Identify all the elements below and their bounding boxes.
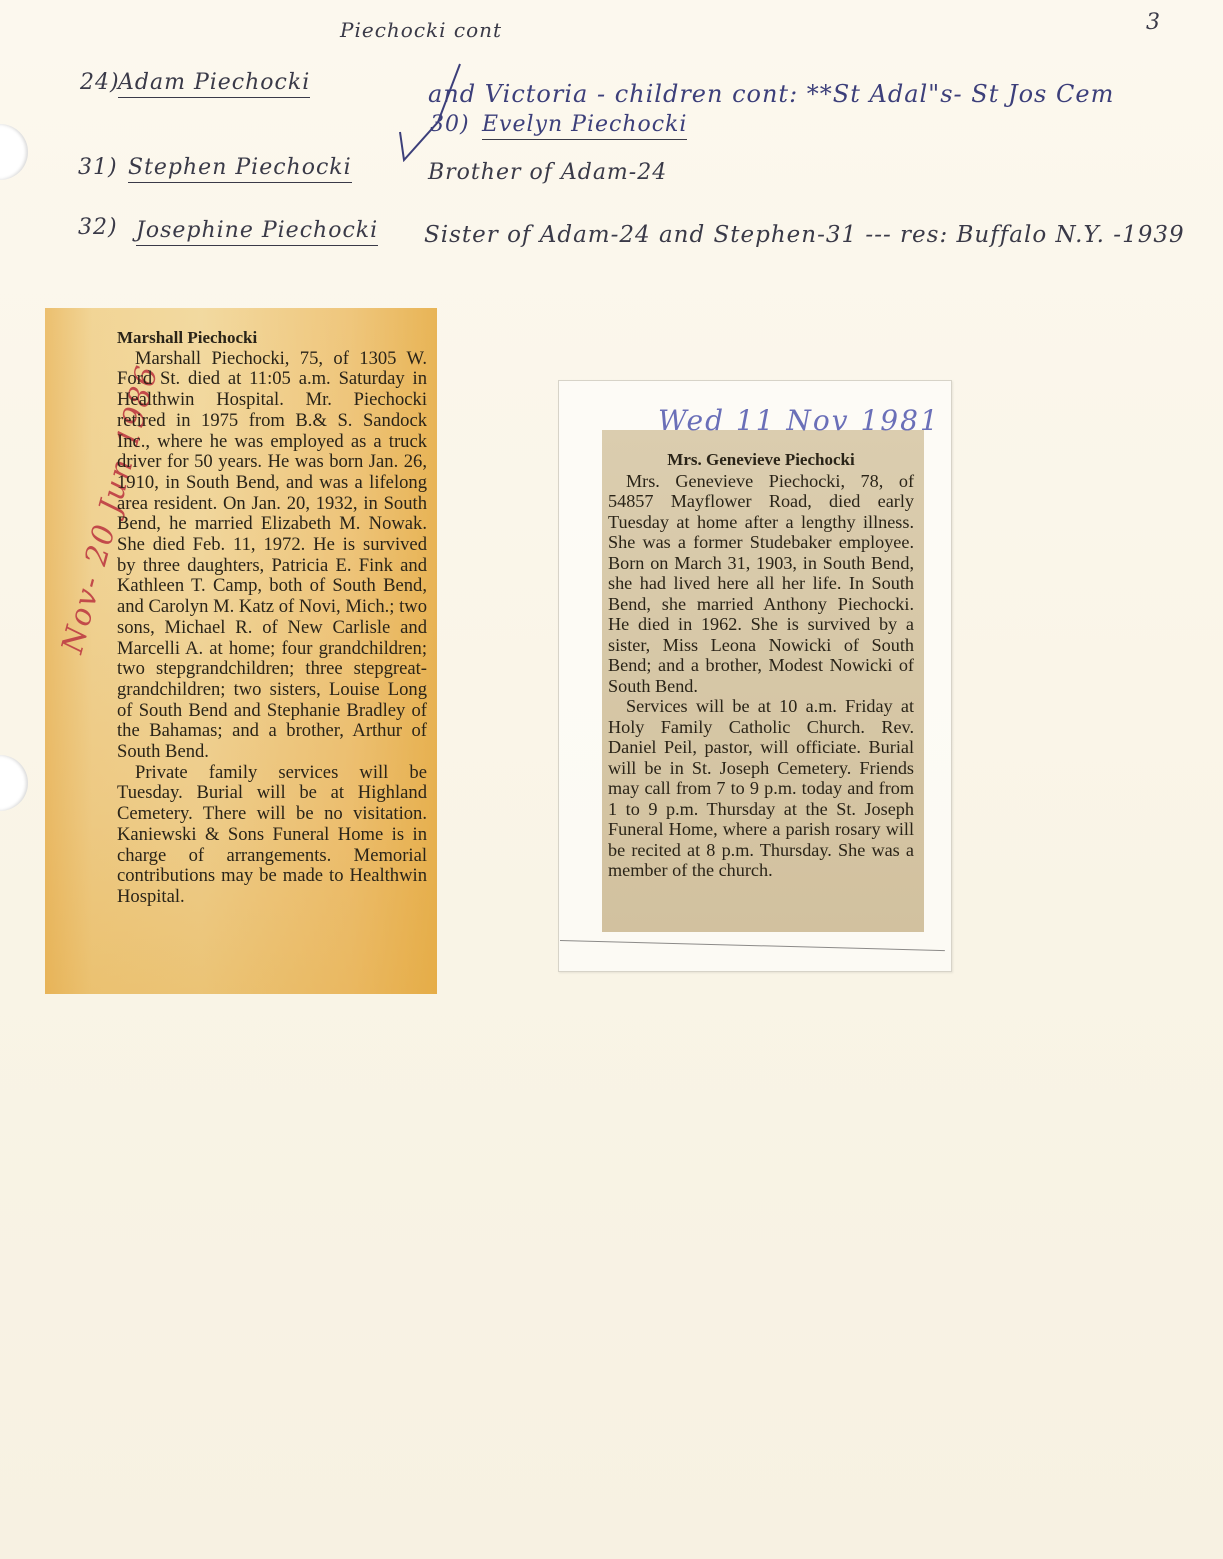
obituary-paragraph-1: Mrs. Genevieve Piechocki, 78, of 54857 Mayflower Road, died early Tuesday at home after a lengthy illness. She was a former Studebaker employee. Born on March 31, 1903, in South Bend, she had lived here all her life. In South Bend, she married Anthony Piechocki. He died in 1962. She is survived by a sister, Miss Leona Nowicki of South Bend; and a brother, Modest Nowicki of South Bend. xyxy=(608,470,914,696)
entry-30-name: Evelyn Piechocki xyxy=(482,112,687,140)
handwritten-date-red: Nov- 20 Jun 1986 xyxy=(55,360,166,658)
page-number: 3 xyxy=(1146,10,1161,35)
entry-32-note: Sister of Adam-24 and Stephen-31 --- res: Buffalo N.Y. -1939 xyxy=(424,222,1185,248)
binder-hole-top xyxy=(0,124,28,180)
entry-31-note: Brother of Adam-24 xyxy=(428,160,668,185)
obituary-clipping-genevieve xyxy=(602,430,924,932)
obituary-text xyxy=(117,328,427,908)
page-header: Piechocki cont xyxy=(340,18,503,42)
obituary-clipping-marshall xyxy=(45,308,437,994)
obituary-title: Marshall Piechocki xyxy=(117,328,258,347)
entry-24-name: Adam Piechocki xyxy=(118,70,310,98)
entry-24-number: 24) xyxy=(80,70,120,95)
obituary-paragraph-1: Marshall Piechocki, 75, of 1305 W. Ford St. died at 11:05 a.m. Saturday in Healthwin Hospital. Mr. Piechocki retired in 1975 from B.& S. Sandock Inc., where he was employed as a truck driver for 50 years. He was born Jan. 26, 1910, in South Bend, and was a lifelong area resident. On Jan. 20, 1932, in South Bend, he married Elizabeth M. Nowak. She died Feb. 11, 1972. He is survived by three daughters, Patricia E. Fink and Kathleen T. Camp, both of South Bend, and Carolyn M. Katz of Novi, Mich.; two sons, Michael R. of New Carlisle and Marcelli A. at home; four grandchildren; two stepgrandchildren; three stepgreat-grandchildren; two sisters, Louise Long of South Bend and Stephanie Bradley of the Bahamas; and a brother, Arthur of South Bend. xyxy=(117,347,427,763)
entry-24-note: and Victoria - children cont: **St Adal"s- St Jos Cem xyxy=(428,80,1115,108)
entry-31-name: Stephen Piechocki xyxy=(128,155,352,183)
entry-30-number: 30) xyxy=(430,112,470,137)
obituary-paragraph-2: Services will be at 10 a.m. Friday at Holy Family Catholic Church. Rev. Daniel Peil, pastor, will officiate. Burial will be in St. Joseph Cemetery. Friends may call from 7 to 9 p.m. today and from 1 to 9 p.m. Thursday at the St. Joseph Funeral Home, where a parish rosary will be recited at 8 p.m. Thursday. She was a member of the church. xyxy=(608,696,914,880)
binder-hole-middle xyxy=(0,755,28,811)
entry-32-number: 32) xyxy=(78,215,118,240)
entry-32-name: Josephine Piechocki xyxy=(136,218,378,246)
obituary-text xyxy=(608,450,914,881)
obituary-title: Mrs. Genevieve Piechocki xyxy=(667,450,855,469)
entry-31-number: 31) xyxy=(78,155,118,180)
handwritten-date-blue: Wed 11 Nov 1981 xyxy=(658,404,940,437)
obituary-paragraph-2: Private family services will be Tuesday. Burial will be at Highland Cemetery. There will be no visitation. Kaniewski & Sons Funeral Home is in charge of arrangements. Memorial contributions may be made to Healthwin Hospital. xyxy=(117,761,427,907)
